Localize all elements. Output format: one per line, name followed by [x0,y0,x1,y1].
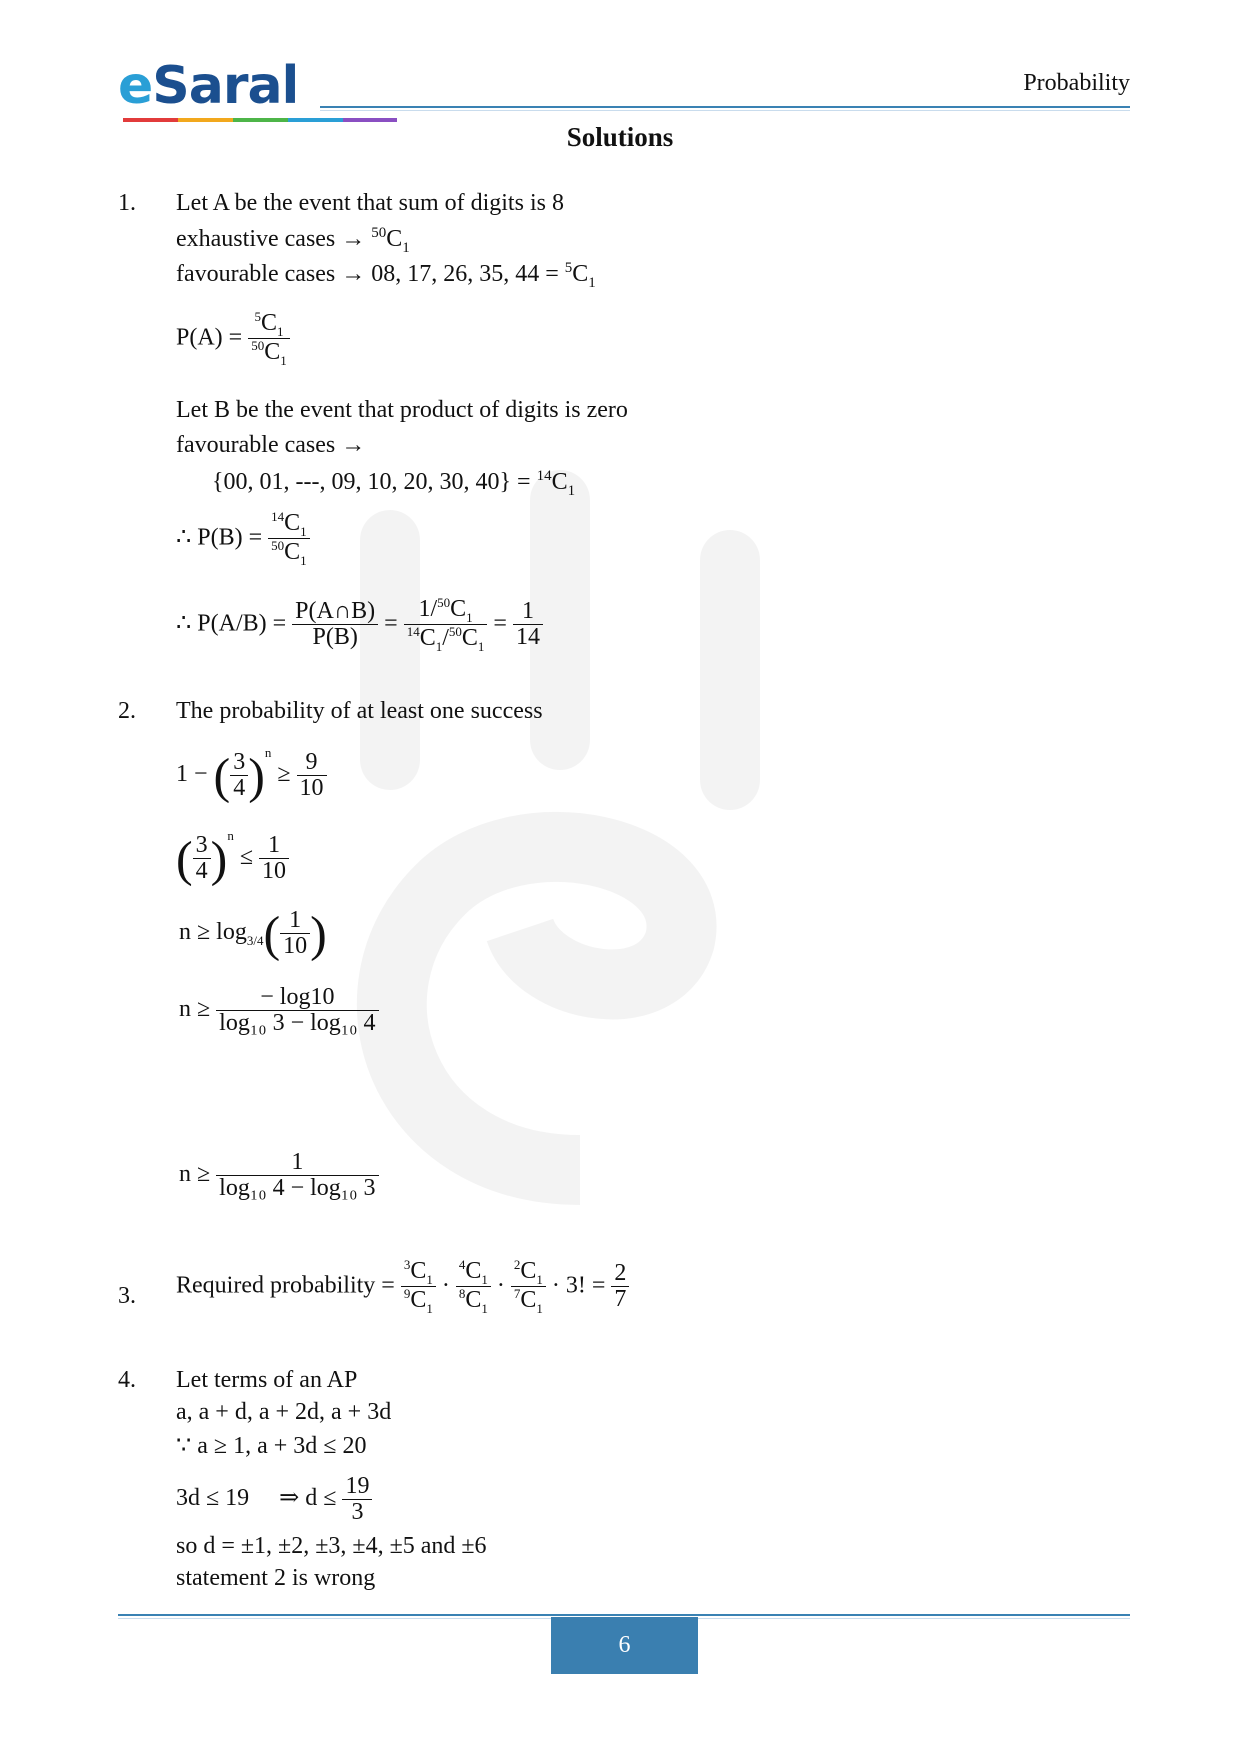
header-rule [320,106,1130,108]
page-number: 6 [551,1617,698,1674]
q3-number: 3. [118,1283,136,1309]
q4-line6: statement 2 is wrong [176,1565,376,1591]
q1-line3: favourable cases → 08, 17, 26, 35, $44 = ^5C_1$ [176,260,596,291]
q2-step5: n ≥ $\frac{1}{\text{log₁₀ 4 − log₁₀ 3}}$ [179,1150,379,1201]
q2-step1: 1 − ( $\frac{3}{4}$ )$^n$ ≥ $\frac{9}{10}$ [176,745,327,801]
q1-line4: Let B be the event that product of digits is zero [176,397,628,423]
watermark-logo [320,470,880,1230]
q4-line4: 3d ≤ 19 ⇒ d ≤ $\frac{19}{3}$ [176,1474,372,1525]
q4-number: 4. [118,1367,136,1393]
q1-number: 1. [118,190,136,216]
q1-line1: Let A be the event that sum of digits is 8 [176,190,564,216]
q2-step4: n ≥ $\frac{- \log 10}{\text{log₁₀ 3 − log₁₀ 4}}$ [179,985,379,1036]
q1-line2: exhaustive cases → $^{50}C_1$ [176,225,410,256]
q2-number: 2. [118,698,136,724]
q4-line5: so d = ±1, ±2, ±3, ±4, ±5 and ±6 [176,1533,487,1559]
q1-line6: {00, 01, ---, 09, 10, 20, 30, $40\} = ^{14}C_1$ [212,468,576,499]
q2-step2: ( $\frac{3}{4}$ )$^n$ ≤ $\frac{1}{10}$ [176,828,289,884]
q4-line1: Let terms of an AP [176,1367,358,1393]
esaral-logo: eSaral [118,56,299,116]
q1-pab-formula: ∴ P(A/B) = $\frac{P(A\cap B)}{P(B)}$ = $\frac{1/^{50}C_1}{^{14}C_1/^{50}C_1}$ = $\frac{1}{14}$ [176,596,543,654]
q4-line3: ∵ a ≥ 1, a + 3d ≤ 20 [176,1433,367,1459]
subject-label: Probability [1023,70,1130,96]
page-title: Solutions [566,122,674,152]
q2-step3: $n \ge \log_{3/4}$( $\frac{1}{10}$ ) [179,905,327,962]
q1-pb-formula: ∴ P(B) = $\frac{^{14}C_1}{^{50}C_1}$ [176,510,310,568]
q2-line1: The probability of at least one success [176,698,543,724]
q3-formula: Required probability = $\frac{^3C_1}{^9C_1}$ · $\frac{^4C_1}{^8C_1}$ · $\frac{^2C_1}{^7C_1}$ · 3! = $\frac{2}{7}$ [176,1258,629,1316]
q1-line5: favourable cases → [176,432,366,458]
footer-rule [118,1614,1130,1616]
q1-pa-formula: P(A) = $\frac{^5C_1}{^{50}C_1}$ [176,310,290,368]
q4-line2: a, a + d, a + 2d, a + 3d [176,1399,392,1425]
header-subrule [320,110,1130,111]
